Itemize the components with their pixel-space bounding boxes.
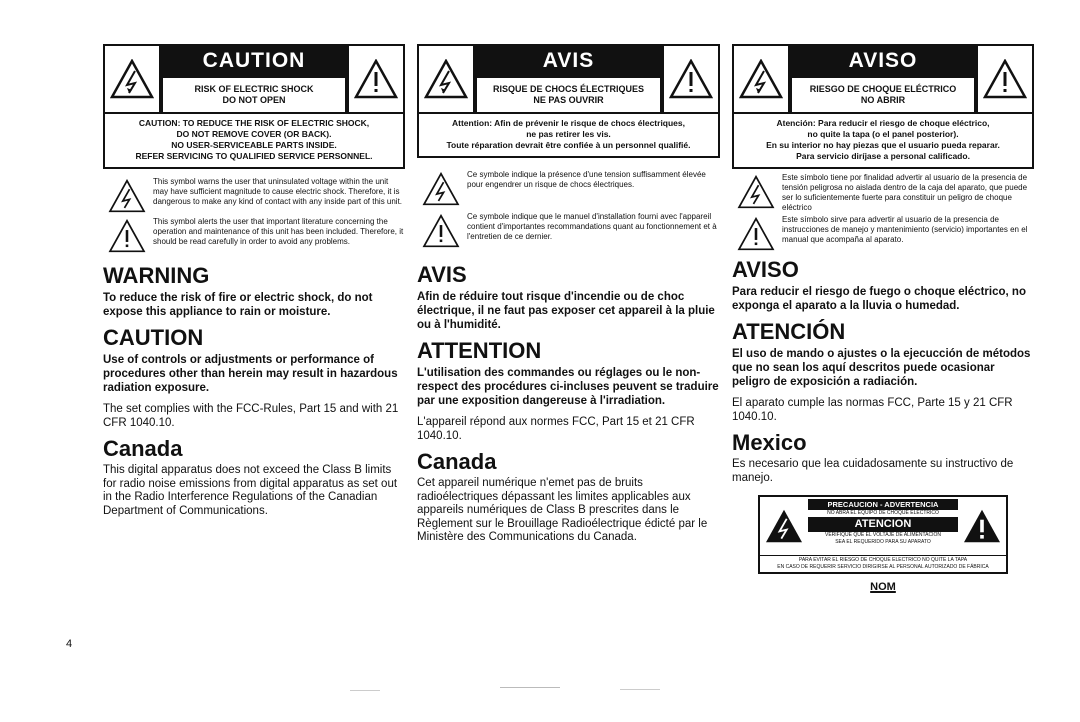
lightning-bolt-triangle-icon	[105, 46, 161, 112]
shock-symbol-text: This symbol warns the user that uninsulated voltage within the unit may have sufficient magnitude to cause electric shock. Therefore, it is dangerous to make any kind of contact with any inside part of this unit.	[153, 177, 403, 206]
canada-text: Cet appareil numérique n'emet pas de bruits radioélectriques dépassant les limites applicables aux appareils numériques de Class B prescrites dans le Règlement sur le Brouillage Radioélectrique édicté par le Ministère des Communications du Canada.	[417, 477, 708, 543]
lightning-bolt-triangle-icon	[103, 177, 151, 213]
shock-symbol-explanation	[417, 170, 720, 206]
caution-text: Use of controls or adjustments or performance of procedures other than herein may result in hazardous radiation exposure.	[103, 354, 398, 394]
attention-heading: ATTENTION	[417, 338, 542, 363]
canada-text: This digital apparatus does not exceed the Class B limits for radio noise emissions from digital apparatus as set out in the Radio Interference Regulations of the Canadian Department of Communications.	[103, 464, 398, 517]
caution-heading: CAUTION	[103, 325, 204, 350]
page-number: 4	[66, 638, 73, 650]
lightning-bolt-triangle-icon	[419, 46, 475, 112]
avis-box-instructions: Attention: Afin de prévenir le risque de chocs électriques, ne pas retirer les vis. Toute réparation devrait être confiée à un personnel qualifié.	[446, 118, 691, 150]
mexico-text: Es necesario que lea cuidadosamente su instructivo de manejo.	[732, 458, 1014, 484]
nom-certification-mark: NOM	[870, 581, 896, 593]
aviso-box-instructions: Atención: Para reducir el riesgo de choque eléctrico, no quite la tapa (o el panel posterior). En su interior no hay piezas que el usuario pueda reparar. Para servicio diríjase a personal calificado.	[766, 118, 1000, 161]
canada-heading: Canada	[103, 436, 183, 461]
exclamation-triangle-icon	[347, 46, 403, 112]
alert-symbol-explanation	[417, 212, 720, 248]
aviso-label-box	[732, 44, 1034, 169]
fcc-compliance-text: El aparato cumple las normas FCC, Parte 15 y 21 CFR 1040.10.	[732, 397, 1013, 423]
shock-symbol-text: Ce symbole indique la présence d'une tension suffisamment élevée pour engendrer un risque de chocs électriques.	[467, 170, 706, 189]
warning-heading: WARNING	[103, 263, 210, 288]
aviso-box-subtitle: RIESGO DE CHOQUE ELÉCTRICO NO ABRIR	[790, 76, 976, 112]
spanish-column	[732, 44, 1034, 593]
caution-label-box	[103, 44, 405, 169]
alert-symbol-text: Este símbolo sirve para advertir al usuario de la presencia de instrucciones de manejo y mantenimiento (servicio) importantes en el manual que acompaña al aparato.	[782, 215, 1028, 244]
mexico-label-bar1: PRECAUCION - ADVERTENCIA	[808, 499, 958, 510]
scan-noise	[500, 687, 560, 688]
mexico-label-bar2: ATENCION	[808, 517, 958, 532]
aviso-heading: AVISO	[732, 257, 799, 282]
exclamation-triangle-icon	[662, 46, 718, 112]
aviso-box-title: AVISO	[790, 46, 976, 76]
scan-noise	[620, 689, 660, 690]
shock-symbol-explanation	[103, 177, 405, 213]
exclamation-triangle-icon	[976, 46, 1032, 112]
lightning-bolt-triangle-icon	[732, 173, 780, 209]
alert-symbol-text: Ce symbole indique que le manuel d'installation fourni avec l'appareil contient d'importantes recommandations quant au fonctionnement et à l'entretien de ce dernier.	[467, 212, 717, 241]
mexico-label-line2: VERIFIQUE QUE EL VOLTAJE DE ALIMENTACION SEA EL REQUERIDO PARA SU APARATO	[825, 532, 941, 545]
avis-text: Afin de réduire tout risque d'incendie ou de choc électrique, il ne faut pas exposer cet appareil à la pluie ou à l'humidité.	[417, 291, 715, 331]
mexico-label-footer: PARA EVITAR EL RIESGO DE CHOQUE ELECTRICO NO QUITE LA TAPA EN CASO DE REQUERIR SERVICIO DIRIGIRSE AL PERSONAL AUTORIZADO DE FÁBRICA	[760, 555, 1006, 572]
avis-heading: AVIS	[417, 262, 467, 287]
exclamation-triangle-icon	[732, 215, 780, 251]
fcc-compliance-text: The set complies with the FCC-Rules, Part 15 and with 21 CFR 1040.10.	[103, 403, 399, 429]
french-column	[417, 44, 720, 545]
mexico-warning-label	[758, 495, 1008, 574]
caution-box-subtitle: RISK OF ELECTRIC SHOCK DO NOT OPEN	[161, 76, 347, 112]
atencion-text: El uso de mando o ajustes o la ejecucción de métodos que no sean los aquí descritos puede ocasionar peligro de exposición a radiación.	[732, 348, 1031, 388]
avis-box-title: AVIS	[475, 46, 662, 76]
mexico-label-line1: NO ABRA EL EQUIPO DE CHOQUE ELECTRICO	[827, 510, 939, 516]
shock-symbol-explanation	[732, 173, 1034, 213]
scan-noise	[350, 690, 380, 691]
mexico-heading: Mexico	[732, 430, 807, 455]
exclamation-triangle-icon	[958, 497, 1006, 555]
lightning-bolt-triangle-icon	[417, 170, 465, 206]
alert-symbol-text: This symbol alerts the user that important literature concerning the operation and maintenance of this unit has been included. Therefore, it should be read carefully in order to avoid any problems.	[153, 217, 404, 246]
avis-label-box	[417, 44, 720, 158]
aviso-text: Para reducir el riesgo de fuego o choque eléctrico, no exponga el aparato a la lluvia o humedad.	[732, 286, 1026, 312]
warning-text: To reduce the risk of fire or electric shock, do not expose this appliance to rain or moisture.	[103, 292, 373, 318]
canada-heading: Canada	[417, 449, 497, 474]
atencion-heading: ATENCIÓN	[732, 319, 846, 344]
exclamation-triangle-icon	[417, 212, 465, 248]
lightning-bolt-triangle-icon	[760, 497, 808, 555]
shock-symbol-text: Este símbolo tiene por finalidad advertir al usuario de la presencia de tensión peligrosa no aislada dentro de la caja del aparato, que puede ser lo suficientemente fuerte para constituir un peligro de choque eléctrico	[782, 173, 1028, 212]
caution-box-instructions: CAUTION: TO REDUCE THE RISK OF ELECTRIC SHOCK, DO NOT REMOVE COVER (OR BACK). NO USER-SERVICEABLE PARTS INSIDE. REFER SERVICING TO QUALIFIED SERVICE PERSONNEL.	[135, 118, 373, 161]
avis-box-subtitle: RISQUE DE CHOCS ÉLECTRIQUES NE PAS OUVRIR	[475, 76, 662, 112]
alert-symbol-explanation	[103, 217, 405, 253]
english-column	[103, 44, 405, 518]
caution-box-title: CAUTION	[161, 46, 347, 76]
attention-text: L'utilisation des commandes ou réglages ou le non-respect des procédures ci-incluses peuvent se traduire par une exposition dangereuse à l'irradiation.	[417, 367, 719, 407]
lightning-bolt-triangle-icon	[734, 46, 790, 112]
alert-symbol-explanation	[732, 215, 1034, 251]
exclamation-triangle-icon	[103, 217, 151, 253]
fcc-compliance-text: L'appareil répond aux normes FCC, Part 15 et 21 CFR 1040.10.	[417, 416, 695, 442]
